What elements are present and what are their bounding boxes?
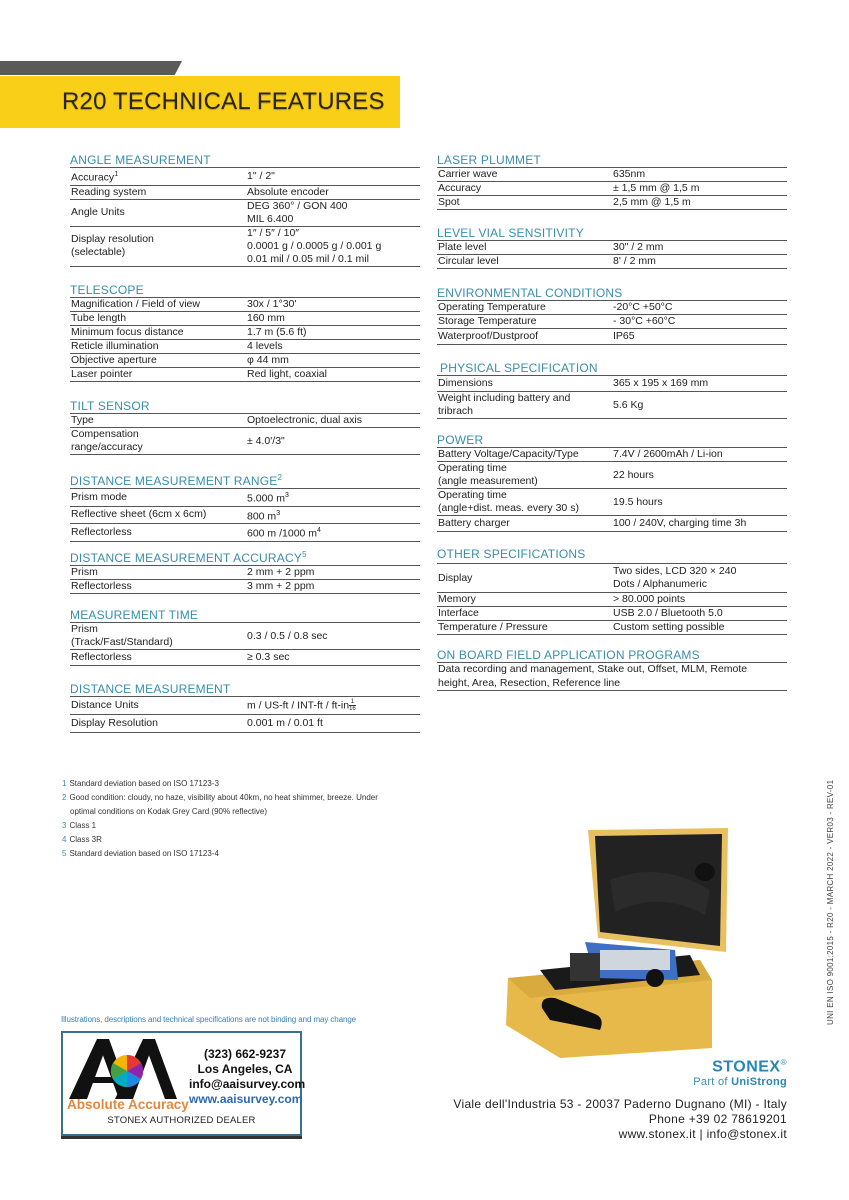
spec-row: Dimensions 365 x 195 x 169 mm bbox=[437, 376, 787, 392]
section-title: OTHER SPECIFICATIONS bbox=[437, 547, 586, 561]
section-distance-accuracy bbox=[70, 548, 420, 594]
section-title: DISTANCE MEASUREMENT bbox=[70, 682, 231, 696]
dealer-box bbox=[61, 1031, 306, 1136]
brand-parent: Part of UniStrong bbox=[693, 1076, 787, 1089]
spec-row: Weight including battery and tribrach 5.6 Kg bbox=[437, 392, 787, 419]
spec-row: Temperature / Pressure Custom setting possible bbox=[437, 621, 787, 635]
spec-row: Angle Units DEG 360° / GON 400 MIL 6.400 bbox=[70, 200, 420, 227]
spec-row: Distance Units m / US-ft / INT-ft / ft-in $\frac{1}{16}$ bbox=[70, 697, 420, 715]
product-case-image bbox=[500, 820, 750, 1070]
dealer-tagline: STONEX AUTHORIZED DEALER bbox=[107, 1115, 256, 1126]
section-title: ENVIRONMENTAL CONDITIONS bbox=[437, 286, 623, 300]
brand-name: STONEX® bbox=[712, 1058, 787, 1076]
dealer-email[interactable]: info@aaisurvey.com bbox=[189, 1077, 306, 1091]
spec-row: Accuracy$^1$ 1" / 2" bbox=[70, 168, 420, 186]
spec-row: Compensation range/accuracy ± 4.0'/3" bbox=[70, 428, 420, 455]
spec-row: Interface USB 2.0 / Bluetooth 5.0 bbox=[437, 607, 787, 621]
section-angle-measurement bbox=[70, 153, 420, 267]
dealer-city: Los Angeles, CA bbox=[197, 1062, 293, 1076]
section-distance-range bbox=[70, 471, 420, 542]
fraction: $\frac{1}{16}$ bbox=[349, 699, 356, 712]
section-telescope bbox=[70, 283, 420, 382]
spec-row: Reflectorless ≥ 0.3 sec bbox=[70, 650, 420, 666]
spec-row: Reading system Absolute encoder bbox=[70, 186, 420, 200]
spec-row: Plate level 30" / 2 mm bbox=[437, 241, 787, 255]
footnotes bbox=[62, 777, 422, 861]
footnote: 4 Class 3R bbox=[62, 835, 102, 844]
address-line: Viale dell'Industria 53 - 20037 Paderno Dugnano (MI) - Italy bbox=[453, 1097, 787, 1111]
header-gray-bar bbox=[0, 61, 182, 75]
spec-row: Operating time (angle+dist. meas. every 30 s) 19.5 hours bbox=[437, 489, 787, 516]
section-distance-measurement bbox=[70, 682, 420, 733]
spec-row: Spot 2,5 mm @ 1,5 m bbox=[437, 196, 787, 210]
spec-row: Type Optoelectronic, dual axis bbox=[70, 414, 420, 428]
spec-row: Display Two sides, LCD 320 × 240 Dots / Alphanumeric bbox=[437, 564, 787, 593]
dealer-contact bbox=[189, 1047, 306, 1107]
spec-row: Prism mode 5.000 $m^3$ bbox=[70, 489, 420, 507]
spec-row: Reflectorless 3 mm + 2 ppm bbox=[70, 580, 420, 594]
footnote-continuation: optimal conditions on Kodak Grey Card (90% reflective) bbox=[70, 807, 267, 816]
dealer-name: Absolute Accuracy bbox=[67, 1097, 189, 1112]
page-title: R20 TECHNICAL FEATURES bbox=[62, 88, 385, 115]
section-laser-plummet bbox=[437, 153, 787, 210]
spec-row: Reflectorless 600 m /1000 $m^4$ bbox=[70, 524, 420, 542]
section-title: ANGLE MEASUREMENT bbox=[70, 153, 211, 167]
section-title: DISTANCE MEASUREMENT RANGE$^2$ bbox=[70, 473, 283, 488]
spec-row: Objective aperture φ 44 mm bbox=[70, 354, 420, 368]
footnote: 2 Good condition: cloudy, no haze, visibility about 40km, no heat shimmer, breeze. Under bbox=[62, 793, 378, 802]
section-physical bbox=[437, 361, 787, 419]
spec-row: Laser pointer Red light, coaxial bbox=[70, 368, 420, 382]
dealer-phone: (323) 662-9237 bbox=[203, 1047, 287, 1061]
footnote: 1 Standard deviation based on ISO 17123-3 bbox=[62, 779, 219, 788]
section-tilt-sensor bbox=[70, 399, 420, 455]
company-address bbox=[453, 1097, 787, 1142]
section-title: TELESCOPE bbox=[70, 283, 144, 297]
section-title: LASER PLUMMET bbox=[437, 153, 541, 167]
spec-row: Circular level 8' / 2 mm bbox=[437, 255, 787, 269]
phone-line: Phone +39 02 78619201 bbox=[648, 1112, 787, 1126]
spec-row: Prism (Track/Fast/Standard) 0.3 / 0.5 / 0.8 sec bbox=[70, 623, 420, 650]
disclaimer: Illustrations, descriptions and technical specifications are not binding and may change bbox=[61, 1015, 357, 1024]
spec-row: Magnification / Field of view 30x / 1°30' bbox=[70, 298, 420, 312]
spec-row: Minimum focus distance 1.7 m (5.6 ft) bbox=[70, 326, 420, 340]
section-title: POWER bbox=[437, 433, 484, 447]
web-email-line[interactable]: www.stonex.it | info@stonex.it bbox=[618, 1127, 787, 1141]
spec-row: Accuracy ± 1,5 mm @ 1,5 m bbox=[437, 182, 787, 196]
section-title: MEASUREMENT TIME bbox=[70, 608, 199, 622]
spec-row: Storage Temperature - 30°C +60°C bbox=[437, 315, 787, 329]
spec-row: Battery Voltage/Capacity/Type 7.4V / 2600mAh / Li-ion bbox=[437, 448, 787, 462]
spec-row: Reflective sheet (6cm x 6cm) 800 $m^3$ bbox=[70, 507, 420, 525]
spec-row: Carrier wave 635nm bbox=[437, 168, 787, 182]
dealer-website[interactable]: www.aaisurvey.com bbox=[189, 1092, 303, 1106]
document-revision: UNI EN ISO 9001:2015 - R20 - MARCH 2022 - VER03 - REV-01 bbox=[826, 779, 835, 1025]
spec-row: Operating Temperature -20°C +50°C bbox=[437, 301, 787, 315]
spec-row: Battery charger 100 / 240V, charging time 3h bbox=[437, 516, 787, 532]
section-environmental bbox=[437, 286, 787, 345]
stonex-brand bbox=[693, 1058, 787, 1088]
spec-row: Display Resolution 0.001 m / 0.01 ft bbox=[70, 715, 420, 733]
section-title: DISTANCE MEASUREMENT ACCURACY$^5$ bbox=[70, 550, 307, 565]
programs-list: Data recording and management, Stake out, Offset, MLM, Remote height, Area, Resection, Reference line bbox=[437, 663, 787, 691]
footnote: 3 Class 1 bbox=[62, 821, 97, 830]
section-power bbox=[437, 433, 787, 532]
section-title: PHYSICAL SPECIFICATION bbox=[440, 361, 598, 375]
section-title: LEVEL VIAL SENSITIVITY bbox=[437, 226, 584, 240]
section-title: TILT SENSOR bbox=[70, 399, 150, 413]
spec-row: Waterproof/Dustproof IP65 bbox=[437, 329, 787, 345]
section-onboard-programs bbox=[437, 648, 787, 691]
absolute-accuracy-logo-icon bbox=[67, 1037, 187, 1101]
spec-row: Tube length 160 mm bbox=[70, 312, 420, 326]
footnote: 5 Standard deviation based on ISO 17123-4 bbox=[62, 849, 219, 858]
spec-row: Display resolution (selectable) 1″ / 5″ / 10″ 0.0001 g / 0.0005 g / 0.001 g 0.01 mil / 0.05 mil / 0.1 mil bbox=[70, 227, 420, 267]
spec-row: Memory > 80.000 points bbox=[437, 593, 787, 607]
section-measurement-time bbox=[70, 608, 420, 666]
spec-row: Reticle illumination 4 levels bbox=[70, 340, 420, 354]
spec-row: Operating time (angle measurement) 22 hours bbox=[437, 462, 787, 489]
section-title: ON BOARD FIELD APPLICATION PROGRAMS bbox=[437, 648, 700, 662]
section-level-vial bbox=[437, 226, 787, 269]
section-other-specifications bbox=[437, 547, 787, 635]
spec-row: Prism 2 mm + 2 ppm bbox=[70, 566, 420, 580]
